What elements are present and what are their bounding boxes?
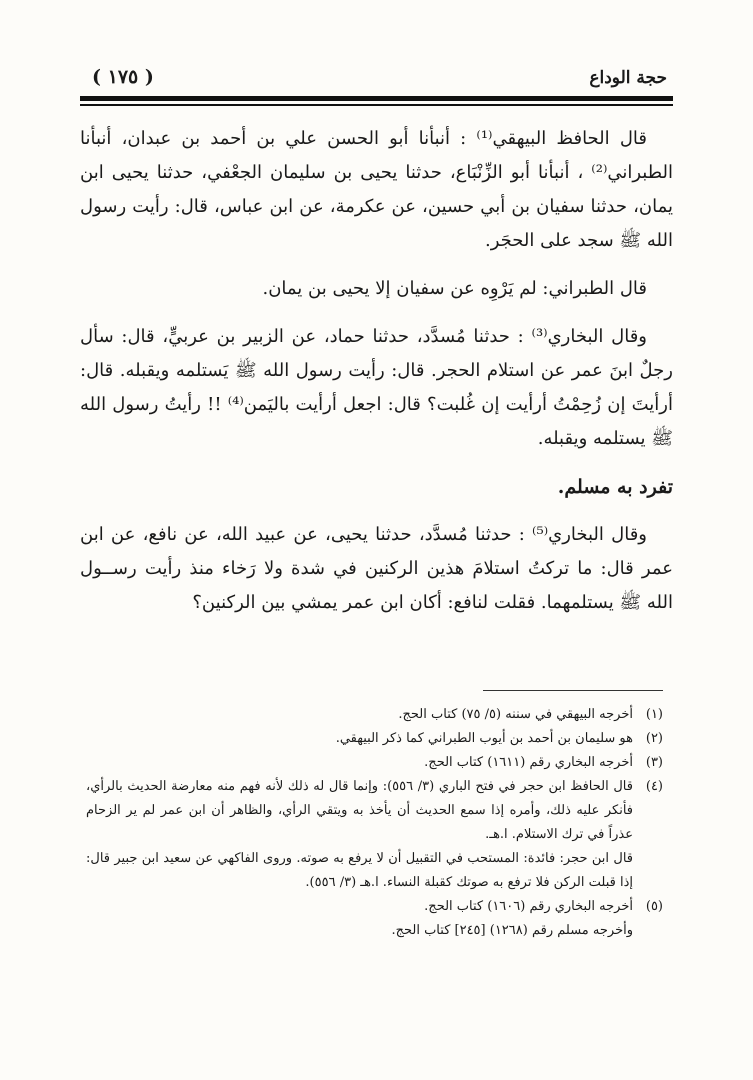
footnote-text: أخرجه البيهقي في سننه (٥/ ٧٥) كتاب الحج. [398, 707, 633, 722]
footnote-number [633, 847, 663, 895]
footnote-number: (٤) [645, 779, 663, 794]
footnote-4-continued [86, 847, 663, 895]
header-rule-thin [80, 104, 673, 106]
footnote-number: (٢) [645, 731, 663, 746]
footnote-text: هو سليمان بن أحمد بن أيوب الطبراني كما ذكر البيهقي. [335, 731, 633, 746]
footnote-1 [86, 703, 663, 727]
footnote-number: (٥) [645, 899, 663, 914]
paragraph-1: قال الحافظ البيهقي⁽¹⁾ : أنبأنا أبو الحسن علي بن أحمد بن عبدان، أنبأنا الطبراني⁽²⁾ ، أنبأنا أبو الزِّنْبَاع، حدثنا يحيى بن سليمان الجعْفي، حدثنا يحيى ابن يمان، حدثنا سفيان بن أبي حسين، عن عكرمة، عن ابن عباس، قال: رأيت رسول الله ﷺ سجد على الحجَر. [80, 128, 673, 251]
footnote-text: قال الحافظ ابن حجر في فتح الباري (٣/ ٥٥٦): وإنما قال له ذلك لأنه فهم منه معارضة الحديث بالرأي، فأنكر عليه ذلك، وأمره إذا سمع الحديث أن يأخذ به ويتقي الرأي، والظاهر أن ابن عمر لم ير الزحام عذراً في ترك الاستلام. ا.هـ. [86, 779, 633, 842]
running-title: حجة الوداع [589, 68, 667, 88]
paragraph-2: قال الطبراني: لم يَرْوِه عن سفيان إلا يحيى بن يمان. [262, 278, 647, 299]
footnote-text: أخرجه البخاري رقم (١٦٠٦) كتاب الحج. [424, 899, 633, 914]
footnote-separator [483, 690, 663, 691]
footnote-3 [86, 751, 663, 775]
main-text [80, 122, 673, 620]
footnote-text: قال ابن حجر: فائدة: المستحب في التقبيل أن لا يرفع به صوته. وروى الفاكهي عن سعيد ابن جبير قال: إذا قبلت الركن فلا ترفع به صوتك كقبلة النساء. ا.هـ (٣/ ٥٥٦). [86, 851, 633, 890]
page-header [80, 64, 673, 94]
section-heading: تفرد به مسلم. [557, 476, 673, 498]
footnote-text: أخرجه البخاري رقم (١٦١١) كتاب الحج. [424, 755, 633, 770]
paragraph-3: وقال البخاري⁽³⁾ : حدثنا مُسدَّد، حدثنا حماد، عن الزبير بن عربيٍّ، قال: سأل رجلٌ ابنَ عمر عن استلام الحجر. قال: رأيت رسول الله ﷺ يَستلمه ويقبله. قال: أرأيتَ إن زُحِمْتُ أرأيت إن غُلبت؟ قال: اجعل أرأيت باليَمن⁽⁴⁾ !! رأيتُ رسول الله ﷺ يستلمه ويقبله. [80, 326, 673, 449]
footnote-4 [86, 775, 663, 847]
footnote-2 [86, 727, 663, 751]
footnote-number [633, 919, 663, 943]
footnote-5 [86, 895, 663, 919]
footnote-5-continued [86, 919, 663, 943]
footnote-text: وأخرجه مسلم رقم (١٢٦٨) [٢٤٥] كتاب الحج. [391, 923, 633, 938]
header-rule-thick [80, 96, 673, 101]
footnotes [86, 690, 663, 943]
footnote-number: (١) [645, 707, 663, 722]
paragraph-4: وقال البخاري⁽⁵⁾ : حدثنا مُسدَّد، حدثنا يحيى، عن عبيد الله، عن نافع، عن ابن عمر قال: ما تركتُ استلامَ هذين الركنين في شدة ولا رَخاء منذ رأيت رســول الله ﷺ يستلمهما. فقلت لنافع: أكان ابن عمر يمشي بين الركنين؟ [80, 524, 673, 613]
page-number: ( ١٧٥ ) [92, 66, 154, 88]
footnote-number: (٣) [645, 755, 663, 770]
